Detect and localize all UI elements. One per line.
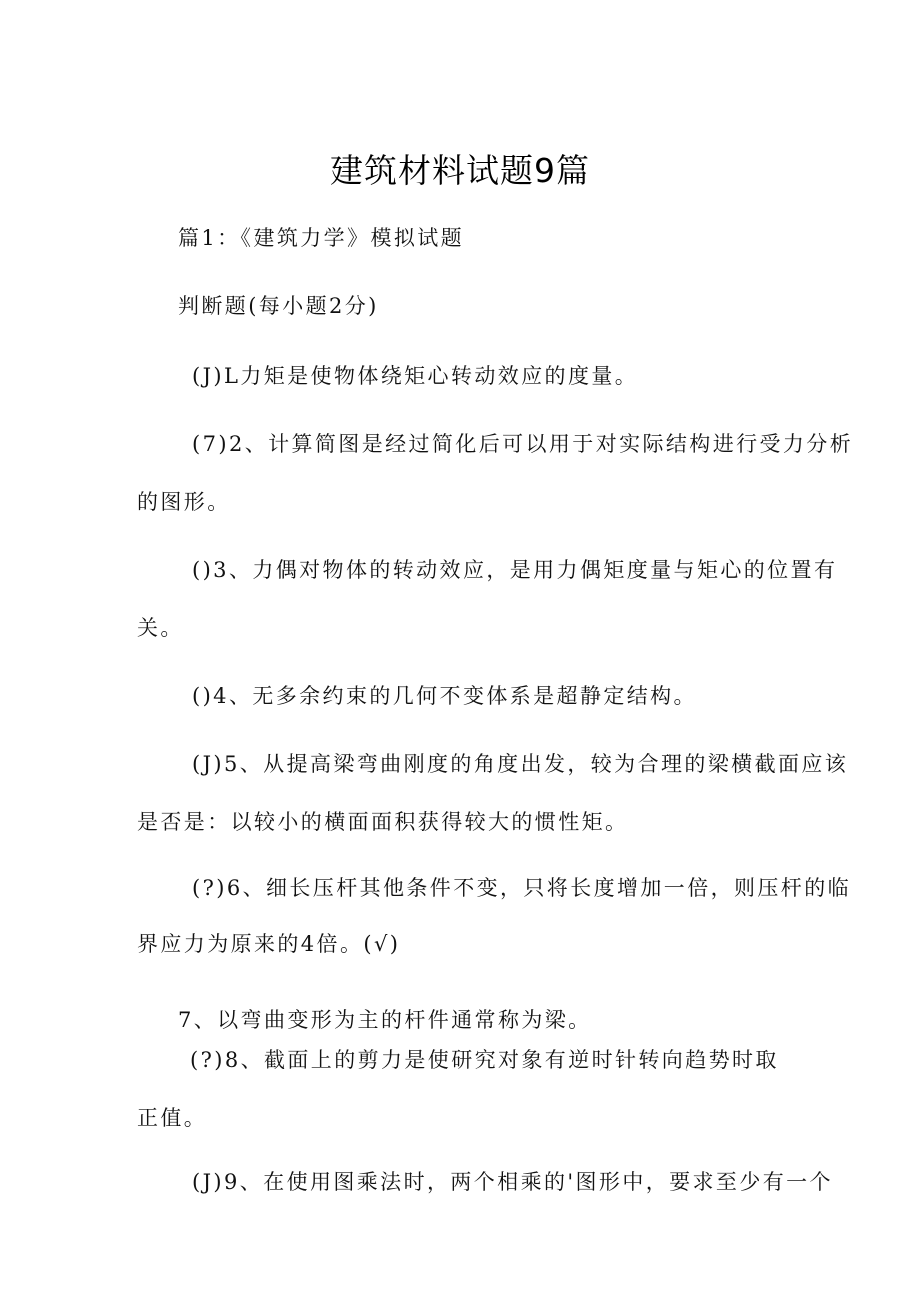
question-line: (J)9、在使用图乘法时，两个相乘的'图形中，要求至少有一个 bbox=[192, 1170, 833, 1194]
question-line: ()4、无多余约束的几何不变体系是超静定结构。 bbox=[192, 684, 697, 708]
question-line-continuation: 界应力为原来的4倍。(√) bbox=[137, 932, 401, 956]
question-line: (J)5、从提高梁弯曲刚度的角度出发，较为合理的梁横截面应该 bbox=[192, 752, 849, 776]
question-line-continuation: 是否是：以较小的横面面积获得较大的惯性矩。 bbox=[137, 810, 629, 834]
question-line: (?)6、细长压杆其他条件不变，只将长度增加一倍，则压杆的临 bbox=[192, 876, 852, 900]
section-heading: 篇1：《建筑力学》模拟试题 bbox=[178, 226, 465, 250]
question-line: ()3、力偶对物体的转动效应，是用力偶矩度量与矩心的位置有 bbox=[192, 558, 838, 582]
question-line: (7)2、计算简图是经过简化后可以用于对实际结构进行受力分析 bbox=[192, 432, 854, 456]
question-line-continuation: 关。 bbox=[137, 616, 184, 640]
subsection-heading: 判断题(每小题2分) bbox=[178, 294, 379, 318]
question-line-continuation: 的图形。 bbox=[137, 490, 231, 514]
question-line-continuation: 正值。 bbox=[137, 1106, 208, 1130]
document-title: 建筑材料试题9篇 bbox=[330, 151, 590, 190]
question-line: 7、以弯曲变形为主的杆件通常称为梁。 bbox=[178, 1008, 592, 1032]
question-line: (?)8、截面上的剪力是使研究对象有逆时针转向趋势时取 bbox=[190, 1048, 779, 1072]
question-line: (J)L力矩是使物体绕矩心转动效应的度量。 bbox=[192, 364, 639, 388]
